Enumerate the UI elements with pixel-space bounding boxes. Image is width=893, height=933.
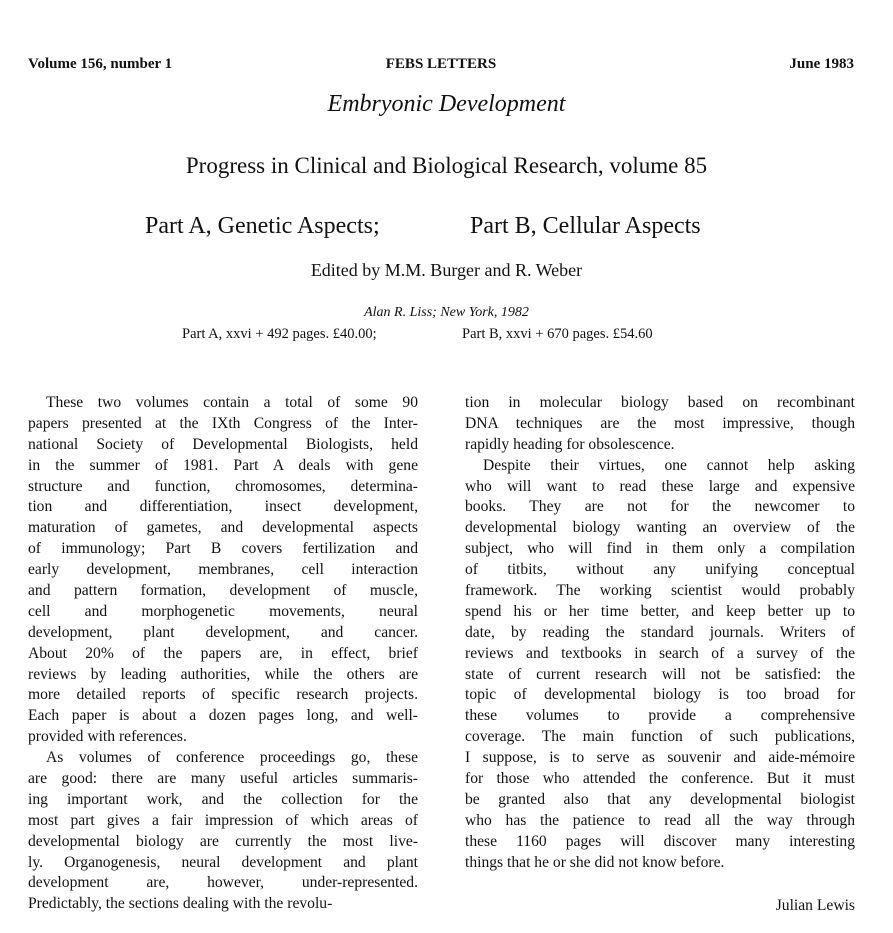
text-line: rapidly heading for obsolescence. xyxy=(465,435,675,453)
text-line: who will want to read these large and expensive xyxy=(465,477,855,495)
text-line: ly. Organogenesis, neural development and plant xyxy=(28,853,418,871)
text-line: be granted also that any developmental biologist xyxy=(465,790,855,808)
parts-heading xyxy=(0,213,893,245)
text-line: Despite their virtues, one cannot help asking xyxy=(483,456,855,474)
text-line: These two volumes contain a total of some 90 xyxy=(46,394,418,411)
text-line: date, by reading the standard journals. Writers of xyxy=(465,623,855,641)
part-a-title: Part A, Genetic Aspects; xyxy=(145,213,380,239)
text-line: in the summer of 1981. Part A deals with gene xyxy=(28,456,418,474)
text-line: developmental biology are currently the most live- xyxy=(28,832,418,850)
text-line: framework. The working scientist would probably xyxy=(465,582,855,600)
book-title: Embryonic Development xyxy=(327,91,566,117)
text-line: for those who attended the conference. But it must xyxy=(465,770,855,788)
part-a-pages: Part A, xxvi + 492 pages. £40.00; xyxy=(182,326,377,342)
text-line: of titbits, without any unifying conceptual xyxy=(465,561,855,579)
text-line: subject, who will find in them only a compilation xyxy=(465,540,855,558)
pages-price-line xyxy=(0,326,893,346)
text-line: coverage. The main function of such publications, xyxy=(465,728,855,746)
text-line: I suppose, is to serve as souvenir and aide-mémoire xyxy=(465,749,855,767)
text-line: these 1160 pages will discover many interesting xyxy=(465,832,855,850)
text-line: these volumes to provide a comprehensive xyxy=(465,707,855,725)
editors-line: Edited by M.M. Burger and R. Weber xyxy=(310,260,583,280)
text-line: maturation of gametes, and developmental aspects xyxy=(28,519,418,537)
text-line: tion in molecular biology based on recombinant xyxy=(465,394,855,411)
text-line: are good: there are many useful articles summaris- xyxy=(28,770,418,788)
text-line: ing important work, and the collection for the xyxy=(28,790,418,808)
text-line: most part gives a fair impression of which areas of xyxy=(28,811,418,829)
text-line: things that he or she did not know before. xyxy=(465,853,725,871)
text-line: reviews and textbooks in search of a survey of the xyxy=(465,644,855,662)
text-line: of immunology; Part B covers fertilization and xyxy=(28,540,418,558)
text-line: papers presented at the IXth Congress of the Inter- xyxy=(28,414,418,432)
text-line: Each paper is about a dozen pages long, and well- xyxy=(28,707,418,725)
volume-number: Volume 156, number 1 xyxy=(28,56,173,72)
text-line: more detailed reports of specific research projects. xyxy=(28,686,418,704)
text-line: who has the patience to read all the way through xyxy=(465,811,855,829)
series-title: Progress in Clinical and Biological Research, volume 85 xyxy=(185,153,708,178)
review-column-right xyxy=(465,393,855,873)
text-line: structure and function, chromosomes, determina- xyxy=(28,477,418,495)
text-line: state of current research will not be satisfied: the xyxy=(465,665,855,683)
text-line: DNA techniques are the most impressive, though xyxy=(465,414,855,432)
text-line: Predictably, the sections dealing with the revolu- xyxy=(28,895,333,913)
text-line: As volumes of conference proceedings go, these xyxy=(46,749,418,767)
text-line: development are, however, under-represented. xyxy=(28,874,418,892)
text-line: topic of developmental biology is too broad for xyxy=(465,686,855,704)
reviewer-signature: Julian Lewis xyxy=(775,897,855,914)
text-line: national Society of Developmental Biologists, held xyxy=(28,435,418,453)
journal-name: FEBS LETTERS xyxy=(385,56,497,72)
text-line: early development, membranes, cell interaction xyxy=(28,561,418,579)
text-line: development, plant development, and cancer. xyxy=(28,623,418,641)
text-line: spend his or her time better, and keep better up to xyxy=(465,602,855,620)
review-column-left xyxy=(28,393,418,915)
text-line: and pattern formation, development of muscle, xyxy=(28,582,418,600)
text-line: reviews by leading authorities, while the others are xyxy=(28,665,418,683)
text-line: books. They are not for the newcomer to xyxy=(465,498,855,516)
text-line: About 20% of the papers are, in effect, brief xyxy=(28,644,418,662)
publisher-line: Alan R. Liss; New York, 1982 xyxy=(364,305,529,320)
text-line: provided with references. xyxy=(28,728,187,746)
text-line: tion and differentiation, insect development, xyxy=(28,498,418,516)
running-header xyxy=(28,56,854,76)
issue-date: June 1983 xyxy=(789,56,854,72)
part-b-title: Part B, Cellular Aspects xyxy=(470,213,701,239)
text-line: cell and morphogenetic movements, neural xyxy=(28,602,418,620)
part-b-pages: Part B, xxvi + 670 pages. £54.60 xyxy=(462,326,653,342)
text-line: developmental biology wanting an overview of the xyxy=(465,519,855,537)
